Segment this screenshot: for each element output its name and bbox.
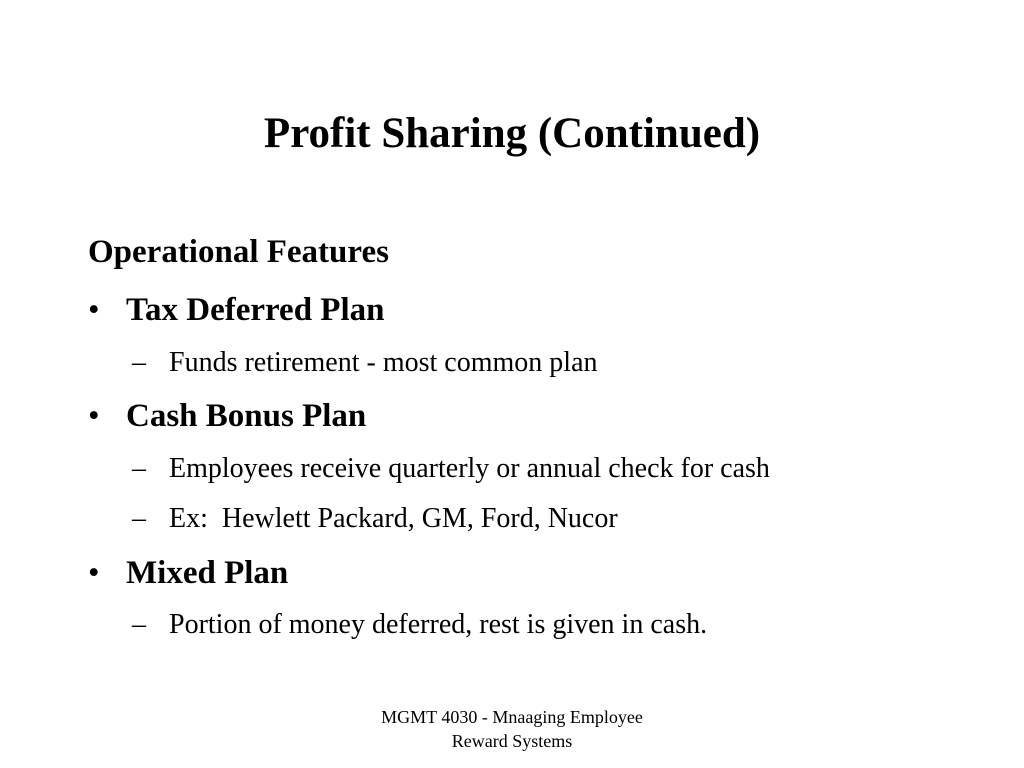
sub-item-label: Portion of money deferred, rest is given in cash. — [169, 609, 708, 640]
bullet-marker: • — [88, 398, 100, 434]
dash-marker: – — [132, 347, 146, 378]
dash-marker: – — [132, 609, 146, 640]
footer-course-line: MGMT 4030 - Mnaaging Employee — [381, 707, 643, 727]
sub-item-label: Funds retirement - most common plan — [169, 347, 598, 378]
dash-marker: – — [132, 503, 146, 534]
bullet-marker: • — [88, 555, 100, 591]
footer-subtitle-line: Reward Systems — [451, 731, 573, 751]
bullet-label: Tax Deferred Plan — [126, 292, 385, 328]
bullet-marker: • — [88, 292, 100, 328]
slide-title: Profit Sharing (Continued) — [263, 110, 761, 157]
bullet-label: Cash Bonus Plan — [126, 398, 367, 434]
slide-footer — [312, 705, 712, 753]
sub-item-label: Ex: Hewlett Packard, GM, Ford, Nucor — [169, 503, 618, 534]
sub-item-label: Employees receive quarterly or annual check for cash — [169, 453, 770, 484]
section-heading: Operational Features — [88, 234, 389, 270]
dash-marker: – — [132, 453, 146, 484]
bullet-label: Mixed Plan — [126, 555, 289, 591]
